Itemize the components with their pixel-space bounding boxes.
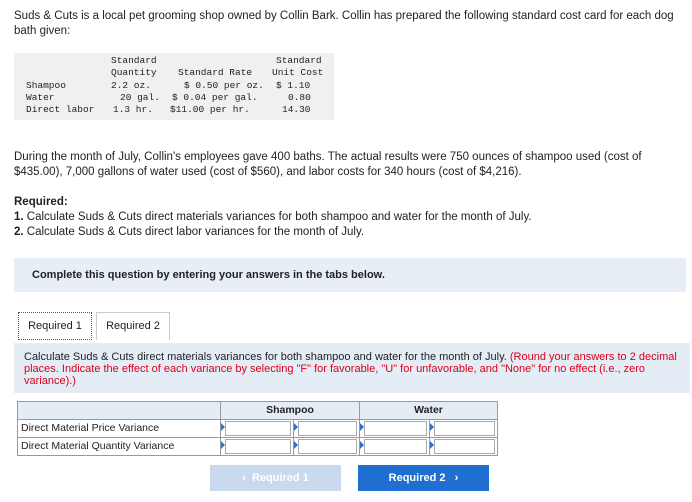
header-quantity-line2: Quantity xyxy=(111,67,157,78)
required-item-2 xyxy=(14,225,686,240)
cell-water-quantity-effect xyxy=(429,437,498,456)
shampoo-price-amount-input[interactable] xyxy=(225,421,291,436)
row-label-price-variance: Direct Material Price Variance xyxy=(17,419,221,438)
instructions-main: Calculate Suds & Cuts direct materials variances for both shampoo and water for the month of July. xyxy=(24,351,507,363)
cell-shampoo-quantity-amount xyxy=(220,437,294,456)
shampoo-price-effect-select[interactable] xyxy=(298,421,357,436)
complete-prompt-text: Complete this question by entering your answers in the tabs below. xyxy=(32,269,385,281)
table-corner-cell xyxy=(17,401,221,420)
row-label-water: Water xyxy=(26,92,55,103)
scenario-text: During the month of July, Collin's employees gave 400 baths. The actual results were 750 ounces of shampoo used (cost of $435.00), 7,000 gallons of water used (cost of $560), and labor costs for 340 hours (cost of $4,216). xyxy=(14,151,642,178)
chevron-right-icon: › xyxy=(454,472,459,484)
row-unit-cost-water: 0.80 xyxy=(288,92,311,103)
row-label-shampoo: Shampoo xyxy=(26,80,66,91)
header-unit-cost-line1: Standard xyxy=(276,55,322,66)
cell-water-quantity-amount xyxy=(359,437,430,456)
cell-shampoo-quantity-effect xyxy=(293,437,360,456)
row-label-quantity-variance: Direct Material Quantity Variance xyxy=(17,437,221,456)
shampoo-quantity-effect-select[interactable] xyxy=(298,439,357,454)
required-item-2-number: 2. xyxy=(14,226,24,238)
instructions-box xyxy=(14,343,690,393)
instructions-text xyxy=(24,351,686,387)
water-quantity-amount-input[interactable] xyxy=(364,439,427,454)
cell-shampoo-price-amount xyxy=(220,419,294,438)
row-quantity-water: 20 gal. xyxy=(120,92,160,103)
required-item-1 xyxy=(14,210,686,225)
required-heading: Required: xyxy=(14,196,68,208)
complete-prompt-box xyxy=(14,258,686,292)
row-rate-direct-labor: $11.00 per hr. xyxy=(170,104,250,115)
row-label-direct-labor: Direct labor xyxy=(26,104,95,115)
intro-text: Suds & Cuts is a local pet grooming shop owned by Collin Bark. Collin has prepared the following standard cost card for each dog bath given: xyxy=(14,10,674,37)
header-rate: Standard Rate xyxy=(178,67,253,78)
tab-required-2[interactable]: Required 2 xyxy=(96,312,170,340)
cell-water-price-effect xyxy=(429,419,498,438)
required-item-1-text: Calculate Suds & Cuts direct materials variances for both shampoo and water for the month of July. xyxy=(26,211,532,223)
row-unit-cost-shampoo: $ 1.10 xyxy=(276,80,311,91)
row-quantity-direct-labor: 1.3 hr. xyxy=(113,104,153,115)
required-item-1-number: 1. xyxy=(14,211,24,223)
row-quantity-shampoo: 2.2 oz. xyxy=(111,80,151,91)
required-item-2-text: Calculate Suds & Cuts direct labor variances for the month of July. xyxy=(26,226,365,238)
header-quantity-line1: Standard xyxy=(111,55,157,66)
water-price-effect-select[interactable] xyxy=(434,421,495,436)
water-quantity-effect-select[interactable] xyxy=(434,439,495,454)
previous-button[interactable] xyxy=(210,465,341,491)
row-unit-cost-direct-labor: 14.30 xyxy=(282,104,311,115)
header-unit-cost-line2: Unit Cost xyxy=(272,67,324,78)
instructions-note: (Round your answers to 2 decimal places. Indicate the effect of each variance by selecting "F" for favorable, "U" for unfavorable, and "None" for no effect (i.e., zero variance).) xyxy=(24,351,677,387)
next-button-label: Required 2 xyxy=(388,472,446,484)
cell-water-price-amount xyxy=(359,419,430,438)
previous-button-label: Required 1 xyxy=(251,472,309,484)
column-header-shampoo: Shampoo xyxy=(220,401,360,420)
column-header-water: Water xyxy=(359,401,498,420)
shampoo-quantity-amount-input[interactable] xyxy=(225,439,291,454)
cell-shampoo-price-effect xyxy=(293,419,360,438)
row-rate-shampoo: $ 0.50 per oz. xyxy=(184,80,264,91)
tab-required-1[interactable]: Required 1 xyxy=(18,312,92,340)
water-price-amount-input[interactable] xyxy=(364,421,427,436)
row-rate-water: $ 0.04 per gal. xyxy=(172,92,258,103)
standard-cost-card xyxy=(14,53,334,120)
next-button[interactable] xyxy=(358,465,489,491)
chevron-left-icon: ‹ xyxy=(242,472,246,484)
